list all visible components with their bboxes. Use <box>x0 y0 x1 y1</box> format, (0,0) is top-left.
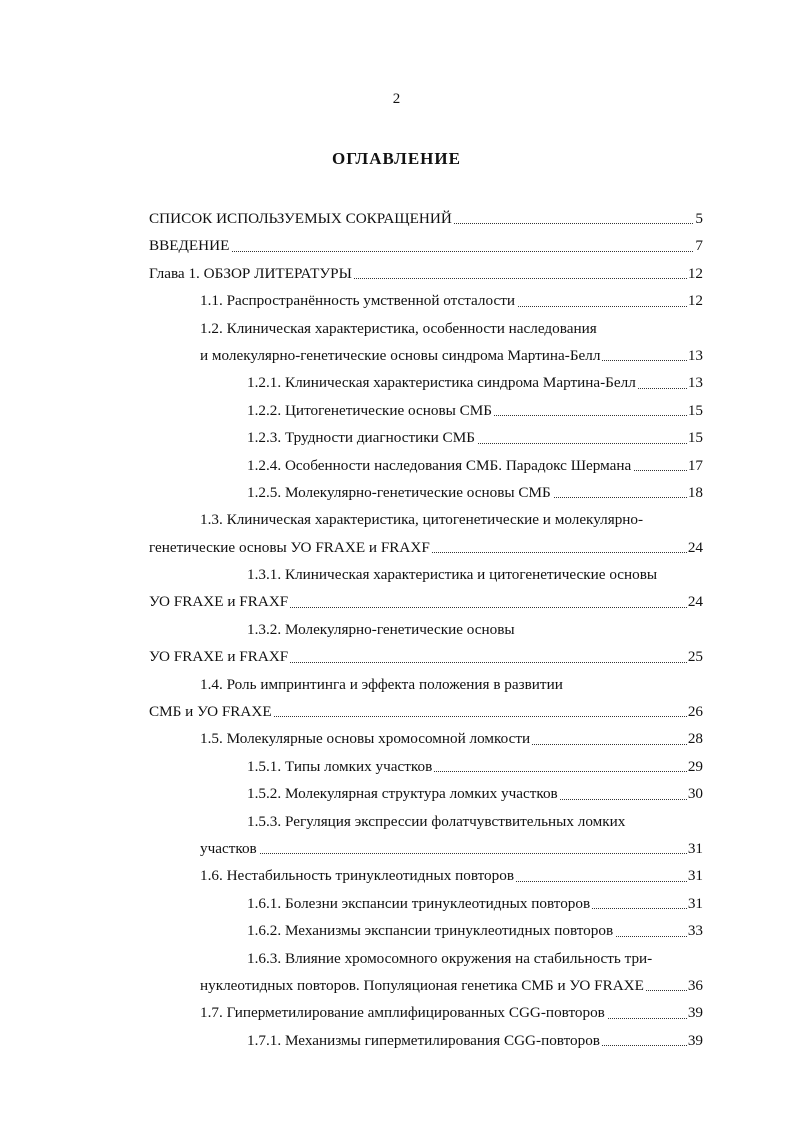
toc-entry-title: 1.6.2. Механизмы экспансии тринуклеотидных повторов <box>247 917 615 944</box>
toc-entry-page: 12 <box>687 287 703 314</box>
toc-entry-page: 5 <box>694 205 703 232</box>
toc-entry <box>149 698 703 725</box>
dot-leader <box>200 853 703 854</box>
toc-entry-page: 31 <box>687 835 703 862</box>
toc-entry-title: 1.2. Клиническая характеристика, особенности наследования <box>200 315 599 342</box>
toc-entry <box>200 972 703 999</box>
toc-entry-title: 1.3.2. Молекулярно-генетические основы <box>247 616 517 643</box>
toc-entry-page: 31 <box>687 890 703 917</box>
toc-entry <box>247 369 703 396</box>
toc-entry-page: 15 <box>687 424 703 451</box>
toc-entry-title: 1.6.1. Болезни экспансии тринуклеотидных повторов <box>247 890 592 917</box>
toc-entry-page: 24 <box>687 534 703 561</box>
toc-entry-title: 1.2.1. Клиническая характеристика синдрома Мартина-Белл <box>247 369 638 396</box>
toc-entry-page: 13 <box>687 369 703 396</box>
toc-entry <box>247 479 703 506</box>
toc-entry <box>149 232 703 259</box>
toc-entry-title: УО FRAXE и FRAXF <box>149 643 290 670</box>
toc-entry <box>247 424 703 451</box>
toc-entry-title: и молекулярно-генетические основы синдрома Мартина-Белл <box>200 342 602 369</box>
toc-entry-page: 28 <box>687 725 703 752</box>
toc-entry-page: 29 <box>687 753 703 780</box>
toc-entry-title: 1.1. Распространённость умственной отсталости <box>200 287 517 314</box>
toc-entry-page: 25 <box>687 643 703 670</box>
toc-entry <box>149 643 703 670</box>
toc-entry-title: 1.5.2. Молекулярная структура ломких участков <box>247 780 560 807</box>
toc-entry-page: 30 <box>687 780 703 807</box>
toc-entry-page: 36 <box>687 972 703 999</box>
toc-entry <box>247 616 703 643</box>
toc-entry-title: СПИСОК ИСПОЛЬЗУЕМЫХ СОКРАЩЕНИЙ <box>149 205 454 232</box>
toc-entry <box>149 260 703 287</box>
toc-entry <box>200 671 703 698</box>
toc-entry <box>247 397 703 424</box>
toc-entry-title: 1.3. Клиническая характеристика, цитогенетические и молекулярно- <box>200 506 645 533</box>
toc-entry-page: 15 <box>687 397 703 424</box>
dot-leader <box>149 251 703 252</box>
page-title: ОГЛАВЛЕНИЕ <box>332 149 461 168</box>
toc-entry <box>247 561 703 588</box>
table-of-contents <box>149 205 703 1054</box>
toc-entry-title: 1.5. Молекулярные основы хромосомной ломкости <box>200 725 532 752</box>
toc-entry-title: 1.7.1. Механизмы гиперметилирования CGG-повторов <box>247 1027 602 1054</box>
toc-entry-title: ВВЕДЕНИЕ <box>149 232 231 259</box>
toc-entry <box>247 917 703 944</box>
toc-entry <box>149 588 703 615</box>
toc-entry-title: 1.2.4. Особенности наследования СМБ. Парадокс Шермана <box>247 452 633 479</box>
toc-entry <box>247 808 703 835</box>
toc-entry <box>200 287 703 314</box>
toc-entry-title: 1.2.3. Трудности диагностики СМБ <box>247 424 477 451</box>
toc-entry-page: 26 <box>687 698 703 725</box>
toc-entry-page: 39 <box>687 999 703 1026</box>
toc-entry <box>200 999 703 1026</box>
toc-entry-title: 1.5.3. Регуляция экспрессии фолатчувствительных ломких <box>247 808 627 835</box>
toc-entry-page: 17 <box>687 452 703 479</box>
toc-entry <box>247 452 703 479</box>
toc-entry-title: Глава 1. ОБЗОР ЛИТЕРАТУРЫ <box>149 260 354 287</box>
toc-entry-title: 1.6. Нестабильность тринуклеотидных повторов <box>200 862 516 889</box>
toc-entry-title: 1.5.1. Типы ломких участков <box>247 753 434 780</box>
toc-entry <box>200 315 703 342</box>
toc-entry <box>149 534 703 561</box>
toc-entry-title: участков <box>200 835 259 862</box>
toc-entry-page: 24 <box>687 588 703 615</box>
toc-entry-title: 1.2.5. Молекулярно-генетические основы СМБ <box>247 479 553 506</box>
toc-entry <box>200 506 703 533</box>
toc-entry-title: 1.4. Роль импринтинга и эффекта положения в развитии <box>200 671 565 698</box>
toc-entry <box>200 862 703 889</box>
toc-entry <box>247 753 703 780</box>
toc-entry-page: 33 <box>687 917 703 944</box>
toc-entry-title: 1.2.2. Цитогенетические основы СМБ <box>247 397 494 424</box>
toc-entry-title: 1.7. Гиперметилирование амплифицированных CGG-повторов <box>200 999 607 1026</box>
toc-entry <box>200 342 703 369</box>
toc-entry-title: 1.6.3. Влияние хромосомного окружения на стабильность три- <box>247 945 654 972</box>
toc-entry-page: 13 <box>687 342 703 369</box>
toc-entry-page: 39 <box>687 1027 703 1054</box>
toc-entry-title: УО FRAXE и FRAXF <box>149 588 290 615</box>
toc-entry-title: 1.3.1. Клиническая характеристика и цитогенетические основы <box>247 561 659 588</box>
toc-entry-page: 7 <box>694 232 703 259</box>
toc-entry-title: генетические основы УО FRAXE и FRAXF <box>149 534 432 561</box>
toc-entry-title: нуклеотидных повторов. Популяционая генетика СМБ и УО FRAXE <box>200 972 646 999</box>
toc-entry <box>247 1027 703 1054</box>
toc-entry-page: 18 <box>687 479 703 506</box>
page-number: 2 <box>392 91 401 107</box>
toc-entry <box>200 725 703 752</box>
toc-entry-page: 31 <box>687 862 703 889</box>
toc-entry <box>247 945 703 972</box>
toc-entry-title: СМБ и УО FRAXE <box>149 698 274 725</box>
toc-entry-page: 12 <box>687 260 703 287</box>
toc-entry <box>149 205 703 232</box>
toc-entry <box>200 835 703 862</box>
toc-entry <box>247 890 703 917</box>
toc-entry <box>247 780 703 807</box>
